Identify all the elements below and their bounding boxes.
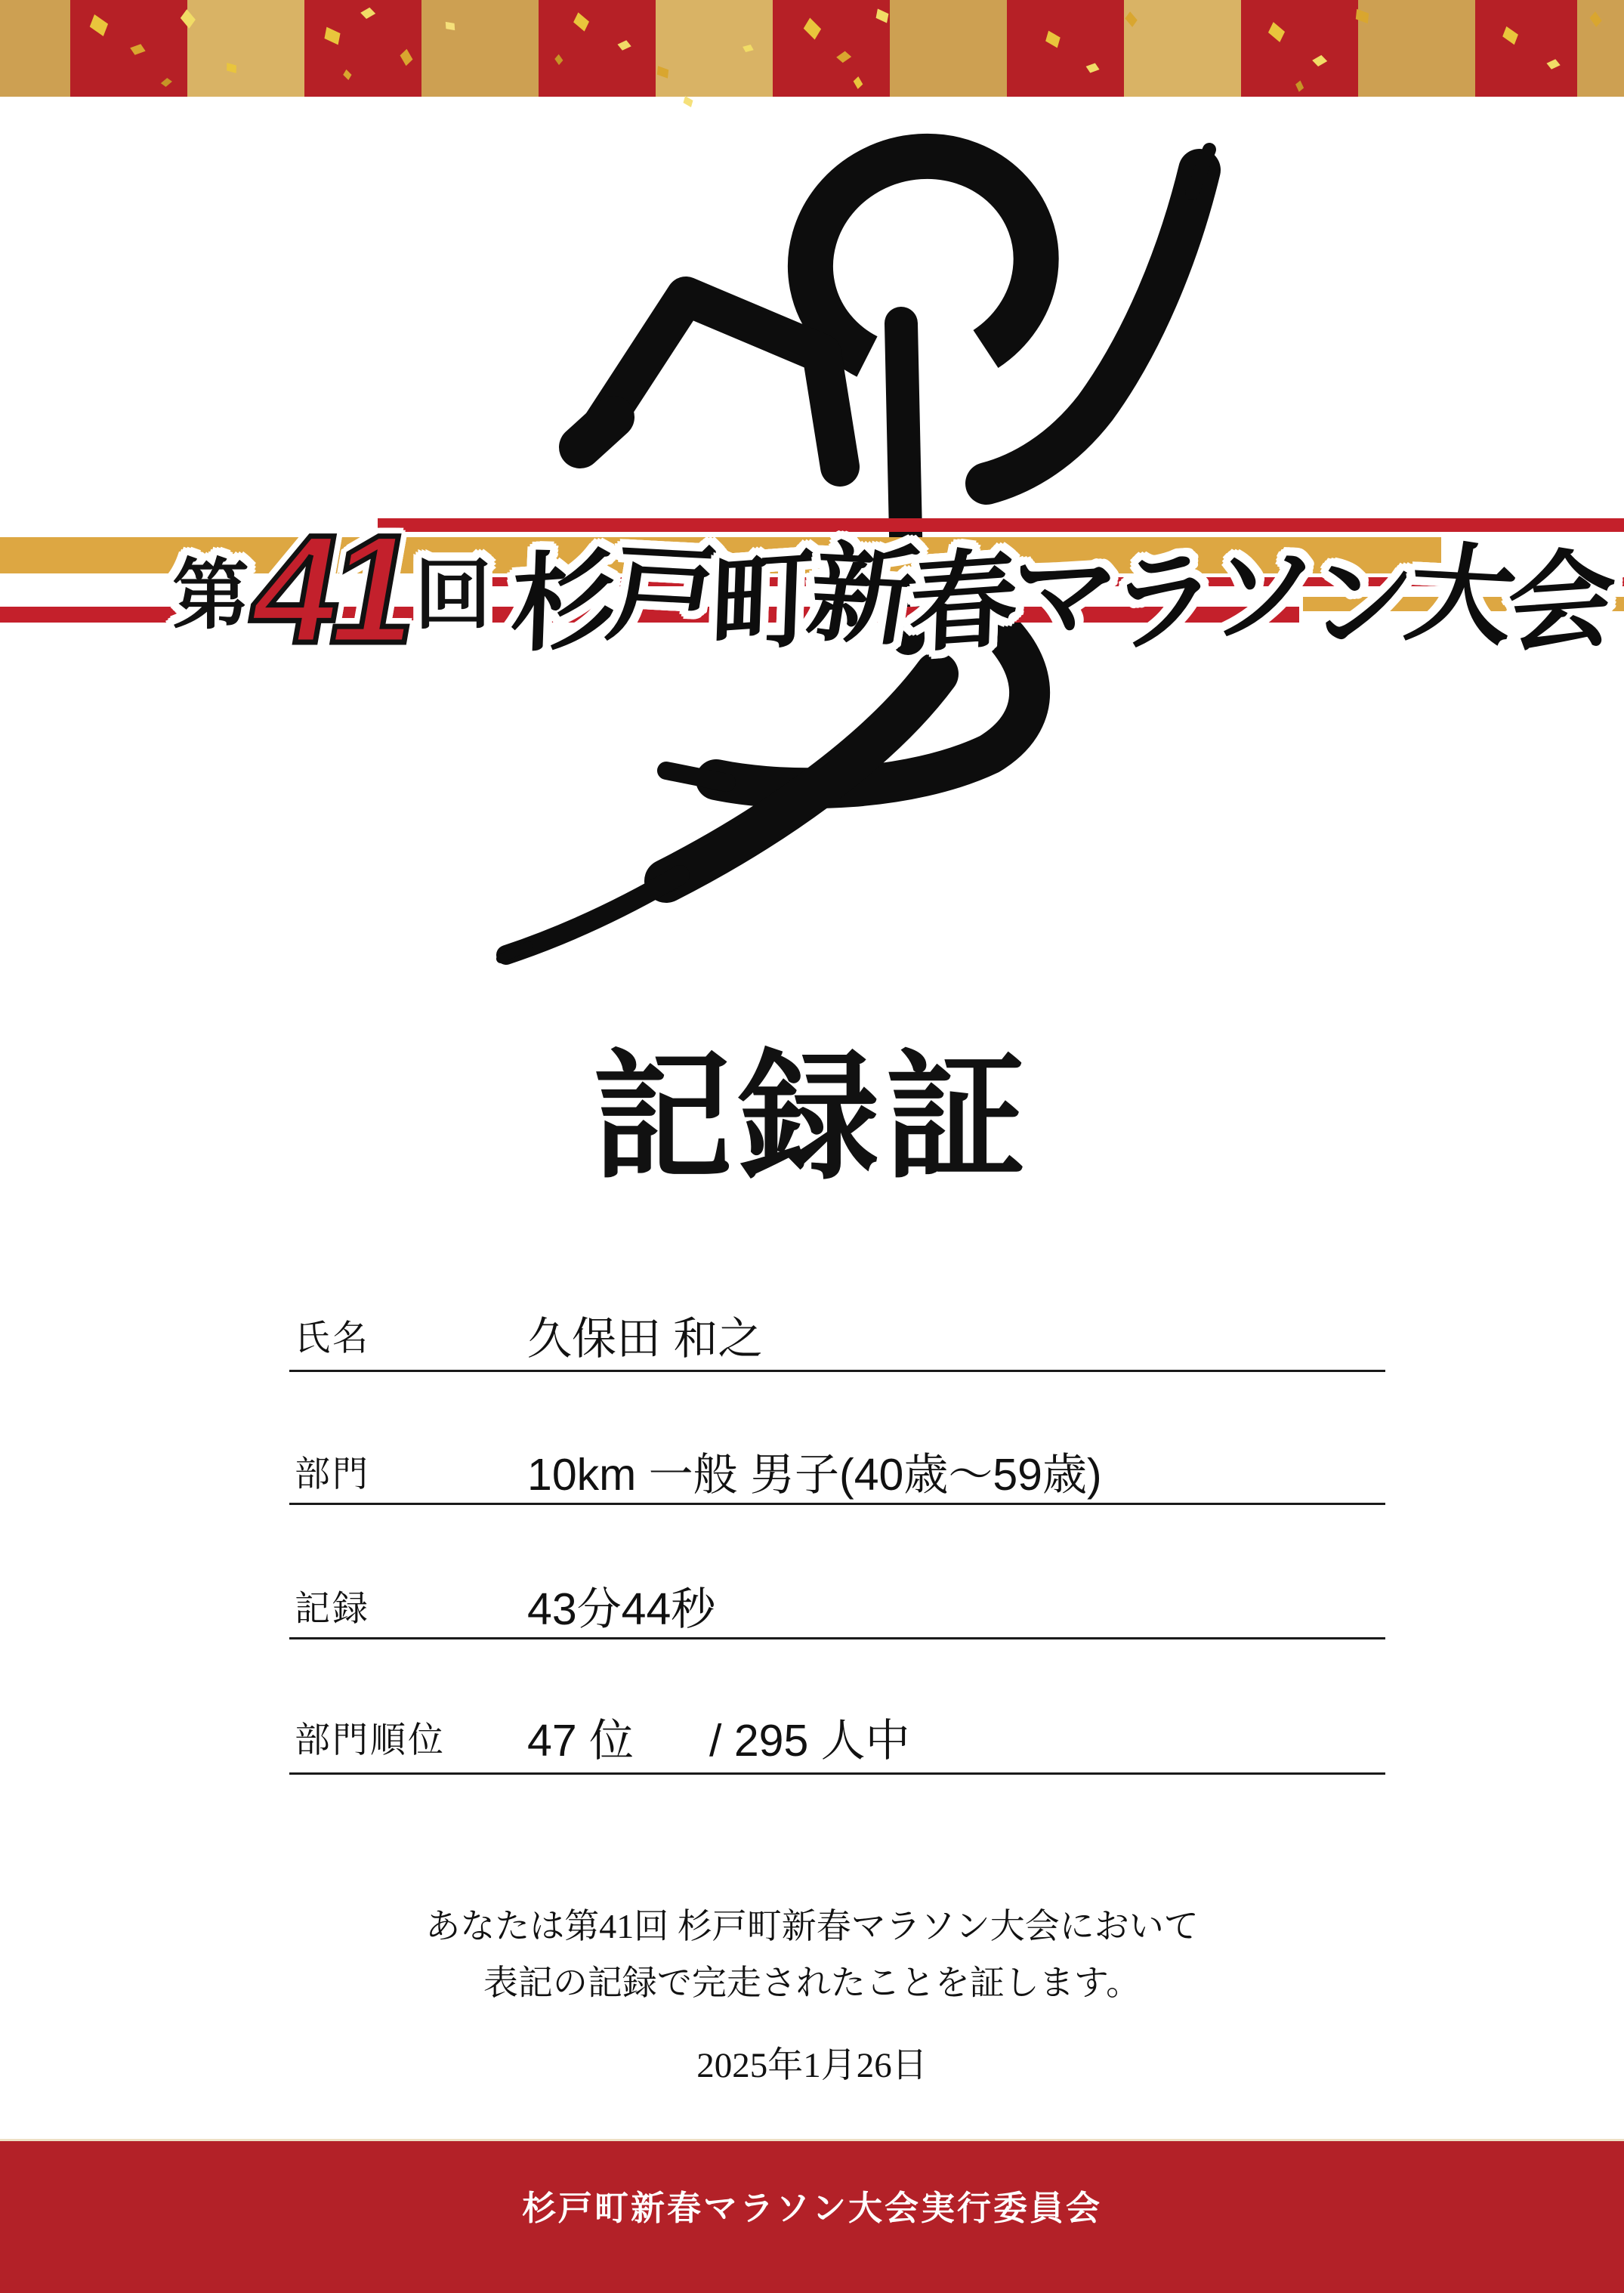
- confetti-piece: [876, 9, 889, 23]
- confetti-piece: [1268, 22, 1285, 42]
- confetti-piece: [130, 44, 146, 55]
- field-label-rank: 部門順位: [295, 1721, 446, 1760]
- confetti-piece: [555, 54, 563, 65]
- organizer-name: 杉戸町新春マラソン大会実行委員会: [521, 2189, 1102, 2227]
- confetti-piece: [743, 45, 754, 52]
- confetti-piece: [343, 70, 351, 80]
- field-label-division: 部門: [295, 1455, 370, 1494]
- confetti-piece: [1086, 63, 1100, 73]
- confetti-piece: [1312, 55, 1327, 66]
- confetti-piece: [657, 66, 668, 79]
- confetti-piece: [617, 40, 631, 50]
- round-number: 41: [238, 503, 426, 675]
- completion-statement: [0, 1898, 1624, 2011]
- confetti-piece: [400, 49, 413, 66]
- rank-total: / 295 人中: [709, 1716, 910, 1766]
- confetti-piece: [836, 51, 851, 63]
- confetti-piece: [1356, 9, 1369, 23]
- rank-value: 47 位: [527, 1716, 634, 1766]
- confetti-piece: [1125, 11, 1137, 27]
- confetti-piece: [1502, 26, 1518, 45]
- confetti-piece: [854, 76, 863, 89]
- round-suffix: 回: [414, 552, 492, 638]
- field-underline: [289, 1503, 1385, 1505]
- confetti-piece: [1589, 11, 1601, 27]
- field-underline: [289, 1772, 1385, 1775]
- event-banner: [172, 490, 1622, 689]
- confetti-piece: [360, 8, 375, 19]
- event-date: 2025年1月26日: [696, 2046, 928, 2085]
- certificate-title: 記録証: [591, 1041, 1032, 1197]
- confetti-piece: [181, 9, 196, 28]
- field-value-record: 43分44秒: [527, 1584, 716, 1634]
- confetti-piece: [573, 12, 589, 31]
- festive-stripe-border: [0, 0, 1624, 97]
- statement-line2: 表記の記録で完走されたことを証します。: [483, 1964, 1141, 2002]
- field-label-record: 記録: [295, 1590, 370, 1629]
- confetti-piece: [804, 17, 821, 39]
- confetti-piece: [446, 22, 455, 30]
- confetti-piece: [227, 63, 236, 73]
- footer-bar: [0, 2139, 1624, 2293]
- field-value-division: 10km 一般 男子(40歳～59歳): [527, 1450, 1102, 1500]
- confetti-piece: [1546, 59, 1560, 69]
- event-title: 杉戸町新春マラソン大会: [508, 533, 1610, 666]
- field-value-rank: [527, 1704, 910, 1769]
- statement-line1: あなたは第41回 杉戸町新春マラソン大会において: [425, 1907, 1199, 1945]
- field-underline: [289, 1637, 1385, 1639]
- confetti-piece: [324, 27, 340, 45]
- field-underline: [289, 1370, 1385, 1372]
- confetti-piece: [161, 78, 172, 87]
- round-prefix: 第: [172, 552, 249, 638]
- field-value-name: 久保田 和之: [527, 1314, 763, 1364]
- confetti-piece: [1045, 31, 1060, 48]
- confetti-piece: [90, 14, 108, 36]
- field-label-name: 氏名: [295, 1319, 370, 1358]
